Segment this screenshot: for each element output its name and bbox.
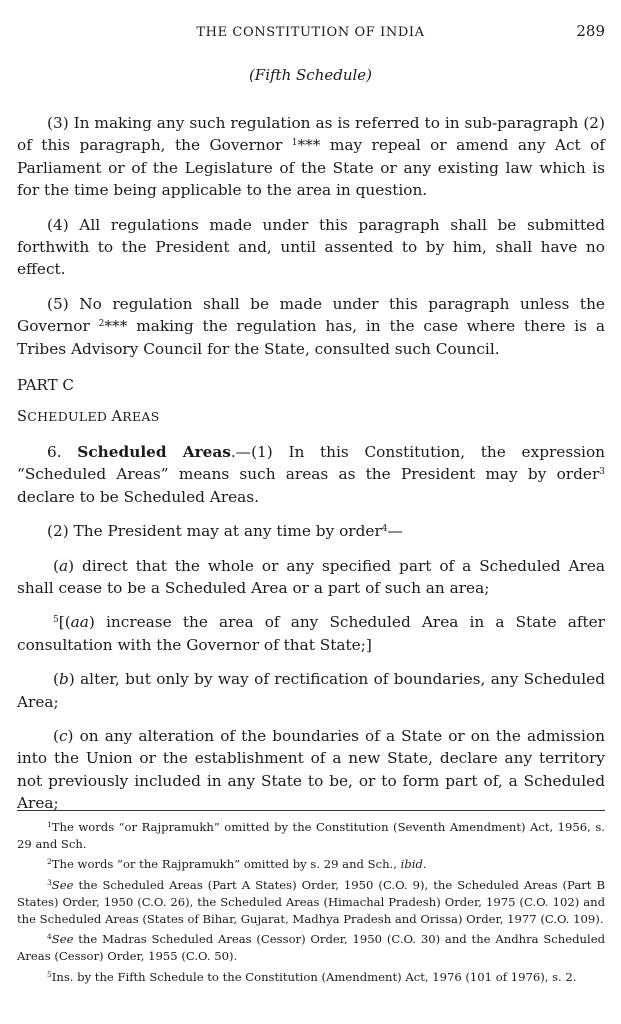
- clause-c: (c) on any alteration of the boundaries of a State or on the admission into the Union or the establishment of a new State, declare any territory not previously included in any State to be, or to form part of, a Scheduled Area;: [17, 726, 605, 813]
- main-text: [17, 112, 605, 815]
- footnote-4: [17, 931, 605, 964]
- footnote-3-text: the Scheduled Areas (Part A States) Order, 1950 (C.O. 9), the Scheduled Areas (Part B States) Order, 1950 (C.O. 26), the Scheduled Areas (Himachal Pradesh) Order, 1975 (C.O. 102) and the Scheduled Areas (States of Bihar, Gujarat, Madhya Pradesh and Orissa) Order, 1977 (C.O. 109).: [17, 878, 605, 926]
- paragraph-3-text-a: (3) In making any such regulation as is referred to in sub-paragraph (2) of this paragraph, the Governor: [17, 114, 605, 155]
- section-number: 6.: [47, 442, 78, 461]
- clause-c-text: on any alteration of the boundaries of a State or on the admission into the Union or the establishment of a new State, declare any territory not previously included in any State to be, or to form part of, a Scheduled Area;: [17, 726, 605, 813]
- footnote-5-text: Ins. by the Fifth Schedule to the Constitution (Amendment) Act, 1976 (101 of 1976), s. 2.: [51, 969, 577, 984]
- clause-a-text: direct that the whole or any specified part of a Scheduled Area shall cease to be a Scheduled Area or a part of such an area;: [17, 556, 605, 597]
- footnote-2: [17, 856, 605, 873]
- clause-2-dash: —: [387, 522, 403, 541]
- footnote-1: [17, 819, 605, 852]
- clause-aa-open: [(: [58, 613, 71, 632]
- footnote-3-see: See: [51, 878, 74, 893]
- part-title: PART C: [17, 376, 74, 395]
- section-6-text-b: declare to be Scheduled Areas.: [17, 487, 260, 506]
- subtitle-cap-2: A: [111, 409, 123, 426]
- footnote-1-marker: 1: [47, 820, 52, 829]
- schedule-label: (Fifth Schedule): [248, 66, 373, 84]
- paragraph-3: [17, 112, 605, 202]
- footnote-ref-5[interactable]: 5: [53, 615, 59, 626]
- footnote-5-marker: 5: [47, 969, 52, 979]
- running-header: [0, 22, 621, 44]
- omission-stars-1: ***: [297, 136, 321, 155]
- clause-a: (a) direct that the whole or any specified part of a Scheduled Area shall cease to be a Scheduled Area or a part of such an area;: [17, 556, 605, 597]
- footnote-3: [17, 877, 605, 927]
- footnote-ref-4[interactable]: 4: [381, 524, 388, 535]
- footnote-divider: [17, 810, 605, 811]
- footnote-2-marker: 2: [47, 857, 52, 867]
- footnote-2-tail: .: [422, 857, 427, 872]
- section-6-clause-1: [17, 441, 605, 508]
- paragraph-3-text-b: may repeal or amend any Act of Parliament or of the Legislature of the State or any existing law which is for the time being applicable to the area in question.: [17, 136, 605, 200]
- paragraph-4: (4) All regulations made under this paragraph shall be submitted forthwith to the President and, until assented to by him, shall have no effect.: [17, 215, 605, 279]
- footnote-4-text: the Madras Scheduled Areas (Cessor) Order, 1950 (C.O. 30) and the Andhra Scheduled Areas (Cessor) Order, 1955 (C.O. 50).: [17, 932, 605, 963]
- section-6-clause-2: [17, 520, 605, 542]
- clause-a-label: a: [58, 556, 69, 575]
- clause-aa-label: aa: [70, 613, 89, 632]
- clause-aa-text: ) increase the area of any Scheduled Area in a State after consultation with the Governor of that State;]: [17, 613, 605, 654]
- clause-aa: [0, 611, 605, 656]
- footnote-3-marker: 3: [47, 878, 52, 888]
- paragraph-5-text-b: making the regulation has, in the case where there is a Tribes Advisory Council for the State, consulted such Council.: [17, 317, 605, 358]
- clause-b-text: alter, but only by way of rectification of boundaries, any Scheduled Area;: [17, 670, 605, 711]
- footnote-2-ibid: ibid: [400, 857, 423, 872]
- omission-stars-2: ***: [104, 317, 128, 336]
- footnote-ref-2[interactable]: 2: [98, 319, 105, 330]
- page-number: 289: [576, 22, 605, 40]
- paragraph-5-text-a: (5) No regulation shall be made under this paragraph unless the Governor: [17, 294, 605, 336]
- section-heading: Scheduled Areas: [77, 442, 231, 461]
- subtitle-cap-1: S: [17, 409, 28, 426]
- clause-b-label: b: [58, 670, 69, 689]
- clause-c-label: c: [58, 726, 68, 745]
- footnote-4-marker: 4: [47, 932, 52, 942]
- running-title: THE CONSTITUTION OF INDIA: [196, 25, 425, 40]
- footnote-ref-3[interactable]: 3: [599, 467, 605, 478]
- footnote-5: [17, 969, 605, 986]
- part-subtitle: [17, 406, 605, 428]
- paragraph-5: [17, 293, 605, 360]
- footnote-1-text: The words “or Rajpramukh” omitted by the Constitution (Seventh Amendment) Act, 1956, s. 29 and Sch.: [17, 820, 605, 851]
- section-6-text-a: .—(1) In this Constitution, the expression “Scheduled Areas” means such areas as the President may by order: [17, 442, 606, 484]
- footnote-ref-1[interactable]: 1: [291, 138, 298, 149]
- footnote-4-see: See: [51, 932, 74, 947]
- subtitle-rest-2: REAS: [122, 409, 160, 425]
- clause-2-text: (2) The President may at any time by order: [47, 522, 382, 541]
- footnotes: [17, 819, 605, 985]
- clause-b: (b) alter, but only by way of rectification of boundaries, any Scheduled Area;: [17, 670, 605, 711]
- footnote-2-text: The words “or the Rajpramukh” omitted by s. 29 and Sch.,: [51, 857, 401, 872]
- subtitle-rest-1: CHEDULED: [27, 409, 112, 425]
